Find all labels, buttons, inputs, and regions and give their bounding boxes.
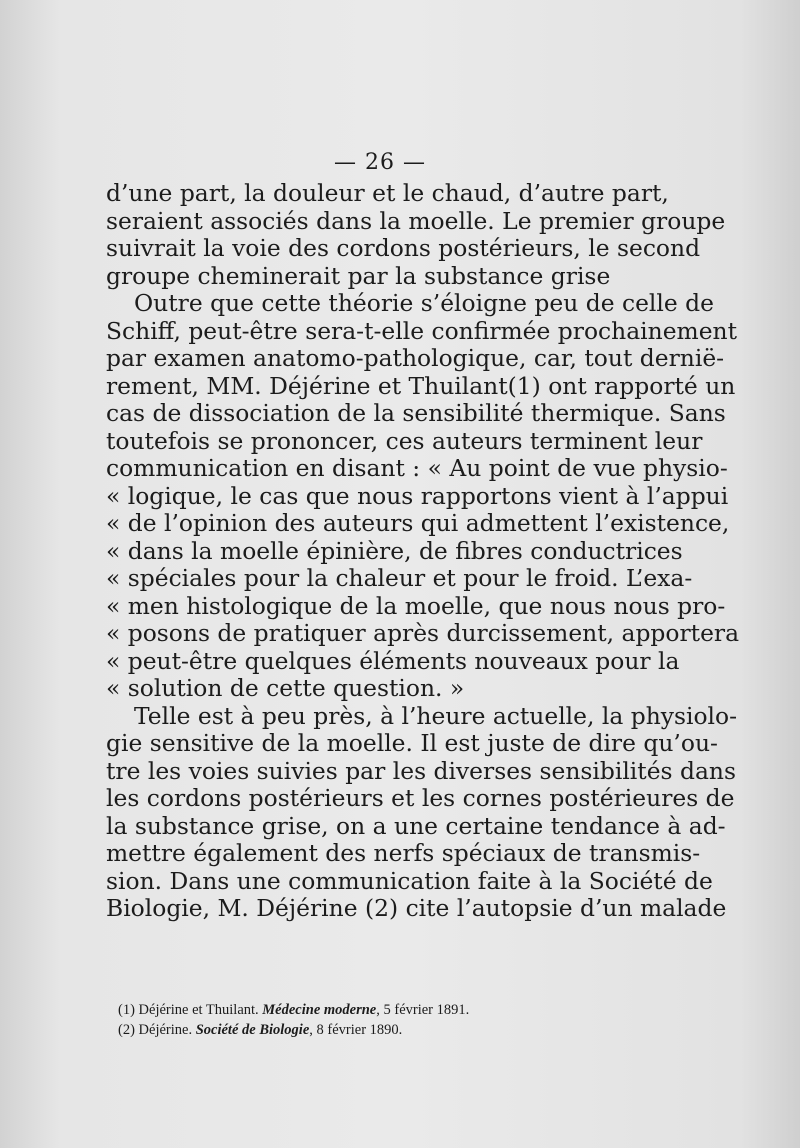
footnote xyxy=(118,1020,658,1040)
text-line: Biologie, M. Déjérine (2) cite l’autopsie d’un malade xyxy=(106,894,727,922)
text-line: « logique, le cas que nous rapportons vient à l’appui xyxy=(106,481,729,510)
text-line: « posons de pratiquer après durcissement, apportera xyxy=(106,619,740,647)
text-line: cas de dissociation de la sensibilité thermique. Sans xyxy=(106,399,726,427)
text-line: la substance grise, on a une certaine tendance à ad- xyxy=(106,811,726,840)
footnote-prefix: (2) Déjérine. xyxy=(118,1022,196,1038)
text-line: Outre que cette théorie s’éloigne peu de celle de xyxy=(134,289,714,317)
footnote xyxy=(118,1000,658,1020)
text-line: toutefois se prononcer, ces auteurs terminent leur xyxy=(106,426,703,455)
text-line: suivrait la voie des cordons postérieurs, le second xyxy=(106,234,701,262)
text-line: seraient associés dans la moelle. Le premier groupe xyxy=(106,206,726,235)
text-line: sion. Dans une communication faite à la Société de xyxy=(106,866,713,895)
footnote-title: Société de Biologie xyxy=(195,1022,310,1038)
text-line: groupe cheminerait par la substance grise xyxy=(106,261,611,290)
footnote-suffix: , 8 février 1890. xyxy=(309,1022,403,1038)
text-line: les cordons postérieurs et les cornes postérieures de xyxy=(106,784,735,812)
text-line: Schiff, peut-être sera-t-elle confirmée prochainement xyxy=(106,316,738,345)
text-line: « men histologique de la moelle, que nous nous pro- xyxy=(106,591,726,620)
text-line: d’une part, la douleur et le chaud, d’autre part, xyxy=(106,179,669,207)
text-line: « solution de cette question. » xyxy=(106,674,465,702)
footnote-title: Médecine moderne xyxy=(262,1002,377,1018)
text-line: « peut-être quelques éléments nouveaux pour la xyxy=(106,646,680,675)
text-line: gie sensitive de la moelle. Il est juste de dire qu’ou- xyxy=(106,729,718,757)
text-line: tre les voies suivies par les diverses sensibilités dans xyxy=(106,756,736,785)
text-line: mettre également des nerfs spéciaux de transmis- xyxy=(106,839,701,867)
text-line: « de l’opinion des auteurs qui admettent l’existence, xyxy=(106,509,730,537)
footnote-suffix: , 5 février 1891. xyxy=(376,1002,470,1018)
text-line: par examen anatomo-pathologique, car, tout dernië- xyxy=(106,344,725,372)
text-line: « dans la moelle épinière, de fibres conductrices xyxy=(106,536,683,565)
text-line: rement, MM. Déjérine et Thuilant(1) ont rapporté un xyxy=(106,371,736,400)
text-line: communication en disant : « Au point de vue physio- xyxy=(106,454,728,482)
body-text xyxy=(106,179,740,923)
text-line: « spéciales pour la chaleur et pour le froid. L’exa- xyxy=(106,564,693,592)
footnote-prefix: (1) Déjérine et Thuilant. xyxy=(118,1002,263,1018)
text-line: Telle est à peu près, à l’heure actuelle, la physiolo- xyxy=(134,701,738,730)
footnotes xyxy=(118,1000,658,1040)
page-number: — 26 — xyxy=(334,150,426,175)
